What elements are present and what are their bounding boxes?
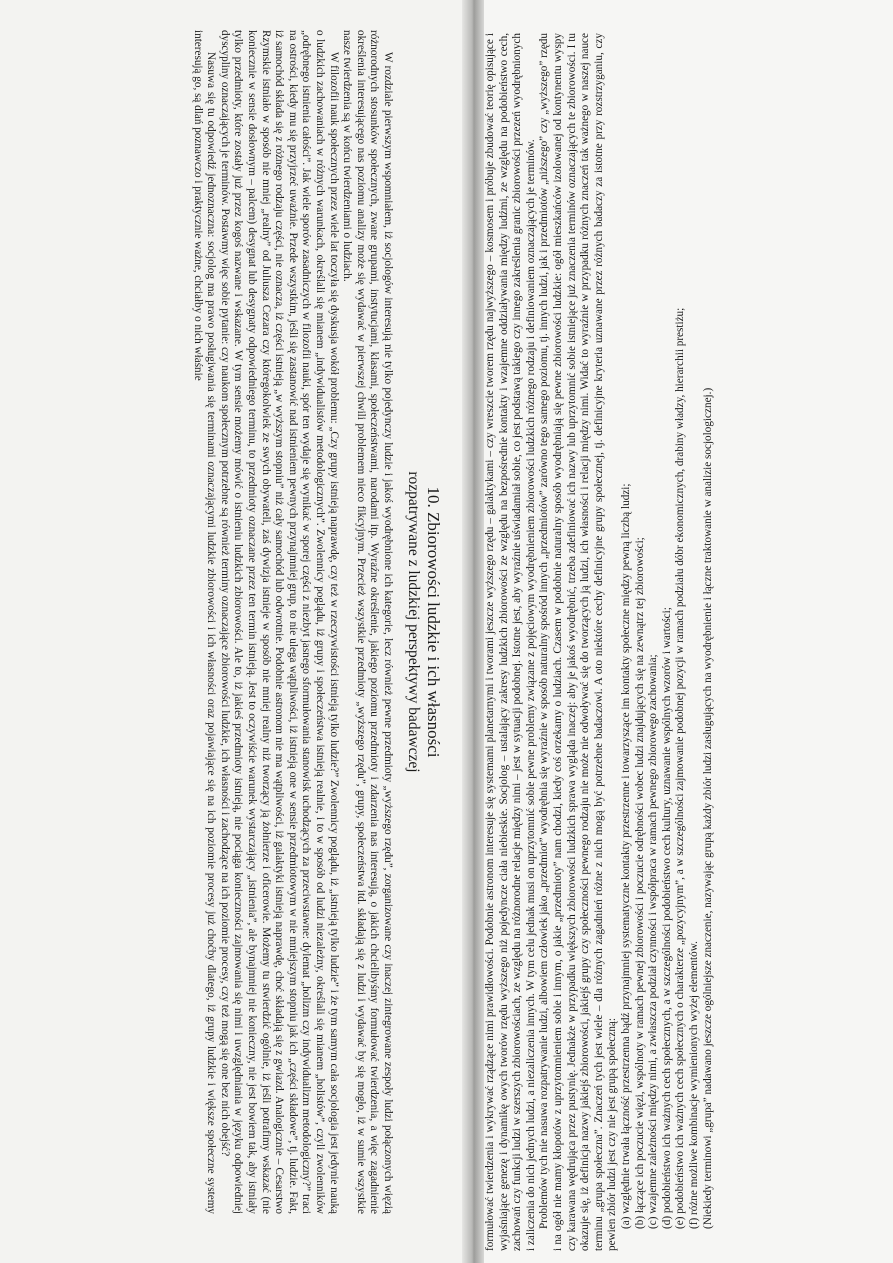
right-page-text-block	[484, 23, 884, 1263]
left-paragraph-3: Nasuwa się tu odpowiedź jednoznaczna: socjolog ma prawo posługiwania się terminami oznaczającymi ludzkie zbiorowości i ich własności oraz pojawiające się na ich poziomie procesy już choćby dlatego, iż grupy ludzkie i większe społeczne systemy interesują go, są dlań poznawczo i praktycznie ważne, chciałby o nich właśnie	[191, 30, 218, 1214]
closing-note: (Niekiedy terminowi „grupa” nadawano jeszcze ogólniejsze znaczenie, nazywając grupą każdy zbiór ludzi zasługujących na wyodrębnienie i łączne traktowanie w analizie socjologicznej.)	[701, 387, 714, 1229]
criteria-item-c: (c) wzajemne zależności między nimi, a zwłaszcza podział czynności i współpraca w ramach pewnego zbiorowego zachowania;	[647, 654, 660, 1229]
criteria-item-f: (f) różne możliwe kombinacje wymienionych wyżej elementów.	[687, 941, 700, 1229]
book-spine-gutter	[462, 0, 484, 1263]
criteria-item-b: (b) łączące ich poczucie więzi, wspólnoty w ramach pewnej zbiorowości i poczucie odrębności wobec ludzi znajdujących się na zewnątrz tej zbiorowości;	[633, 537, 646, 1229]
left-paragraph-1: W rozdziale pierwszym wspomniałem, iż socjologów interesują nie tylko pojedynczy ludzie i jakoś wyodrębnione ich kategorie, lecz również pewne przedmioty „wyższego rzędu”, zorganizowane czy inaczej zintegrowane zespoły ludzi połączonych więzią różnorodnych stosunków społecznych, zwane grupami, instytucjami, klasami, społeczeństwami, narodami itp. Wyraźne określenie, jakiego poziomu przedmioty i zdarzenia nas interesują, o jakich chcielibyśmy formułować twierdzenia, a więc zagadnienie określenia interesującego nas poziomu analizy może się wydawać w pierwszej chwili problemem nieco fikcyjnym. Przecież wszystkie przedmioty „wyższego rzędu”, grupy, społeczeństwa itd. składają się z ludzi i wydawać by się mogło, iż w sumie wszystkie nasze twierdzenia są w końcu twierdzeniami o ludziach.	[341, 30, 394, 1214]
left-page-text-block	[5, 0, 465, 1230]
criteria-item-d: (d) podobieństwo ich ważnych cech społecznych, a w szczególności podobieństwo cech kultury, uznawanie wspólnych wzorów i wartości;	[660, 607, 673, 1229]
criteria-item-a: (a) względnie trwała łączność przestrzenna bądź przynajmniej systematyczne kontakty przestrzenne i towarzyszące im kontakty społeczne między pewną liczbą ludzi;	[619, 483, 632, 1229]
chapter-title: 10. Zbiorowości ludzkie i ich własności	[424, 486, 443, 758]
chapter-subtitle: rozpatrywane z ludzkiej perspektywy badawczej	[405, 471, 422, 773]
left-paragraph-2: W filozofii nauk społecznych przez wiele lat toczyła się dyskusja wokół problemu: „Czy grupy istnieją naprawdę, czy też w rzeczywistości istnieją tylko ludzie?” Zwolennicy poglądu, iż „istnieją tylko ludzie” i że tym samym cała socjologia jest jedynie nauką o ludzkich zachowaniach w różnych warunkach, określali się mianem „indywidualistów metodologicznych”. Zwolennicy poglądu, iż grupy i społeczeństwa istnieją realnie, i to w sposób od ludzi niezależny, określali się mianem „holistów”, czyli zwolenników „odrębnego istnienia całości”. Jak wiele sporów zasadniczych w filozofii nauki, spór ten wydaje się wynikać w sporej części z niezbyt jasnego sformułowania stanowisk uchodzących za przeciwstawne: dylemat „holizm czy indywidualizm metodologiczny?” traci na ostrości, kiedy mu się przyjrzeć uważnie. Przede wszystkim, jeśli się zastanowić nad istnieniem pewnych przynajmniej grup, to nie ulega wątpliwości, iż istnieją one w sensie przedmiotowym w nie mniejszym stopniu jak ich „części składowe”, tj. ludzie. Fakt, iż samochód składa się z różnego rodzaju części, nie oznacza, iż części istnieją „w wyższym stopniu” niż cały samochód lub odwrotnie. Podobnie astronom nie ma wątpliwości, iż galaktyki istnieją naprawdę, choć składają się z gwiazd. Analogicznie – Cesarstwo Rzymskie istniało w sposób nie mniej „realny” od Juliusza Cezara czy któregokolwiek ze swych obywateli, zaś dywizja istnieje w sposób nie mniej realny niż tworzący ją żołnierze i oficerowie. Możemy tu stwierdzić ogólnie, iż jeśli potrafimy wskazać (nie koniecznie w sensie dosłownym – palcem) desygnat lub desygnaty odpowiedniego terminu, to przedmioty oznaczane przez ten termin istnieją. Jest to oczywiście warunek wystarczający „istnienia”, ale bynajmniej nie konieczny, nie jest bowiem tak, aby istniały tylko przedmioty, które zostały już przez kogoś nazwane i wskazane. W tym sensie możemy mówić o istnieniu ludzkich zbiorowości. Ale to, iż jakieś przedmioty istnieją, nie pociąga konieczności zajmowania się nimi i uwzględniania w języku odpowiedniej dyscypliny oznaczających je terminów. Postawmy więc sobie pytanie: czy naukom społecznym potrzebne są również terminy oznaczające zbiorowości ludzkie, ich własności i zachodzące na ich poziomie procesy, czy też mogą się one bez nich obejść?	[218, 30, 340, 1214]
criteria-item-e: (e) podobieństwo ich ważnych cech społecznych o charakterze „pozycyjnym”, a w szczególności zajmowanie podobnej pozycji w ramach podziału dóbr ekonomicznych, drabiny władzy, hierarchii prestiżu;	[674, 307, 687, 1229]
right-paragraph-1: formułować twierdzenia i wykrywać rządzące nimi prawidłowości. Podobnie astronom interesuje się systemami planetarnymi i tworami jeszcze wyższego rzędu – galaktykami – czy wreszcie tworem rzędu najwyższego – kosmosem i próbuje zbudować teorię opisujące i wyjaśniające genezę i dynamikę owych tworów rzędu wyższego niż pojedyncze ciała niebieskie. Socjolog – ustalający zakresy ludzkich zbiorowości ze względu na bezpośrednie kontakty i wzajemne oddziaływania między ludźmi, ze względu na podobieństwo cech, zachowań czy funkcji ludzi w szerszych zbiorowościach, ze względu na różnorodne relacje między nimi – jest w sytuacji podobnej. Istotne jest, aby wyraźnie uświadamiał sobie, co jest podstawą takiego czy innego zakreślenia granic zbiorowości przezeń wyodrębnionych i zaliczenia do nich jednych ludzi, a niezaliczenia innych. W tym celu jednak musi on uprzytomnić sobie pewne problemy związane z pojęciowym wyodrębnieniem zbiorowości ludzkich różnego rodzaju i definiowaniem oznaczających je terminów.	[484, 33, 537, 1251]
right-paragraph-2: Problemów tych nie nasuwa rozpatrywanie ludzi, albowiem człowiek jako „przedmiot” wyodrębnia się wyraźnie w sposób naturalny spośród innych „przedmiotów” zarówno tego samego poziomu, tj. innych ludzi, jak i przedmiotów „niższego” czy „wyższego” rzędu i na ogół nie mamy kłopotów z uprzytomnieniem sobie i innym, o jakie „przedmioty” nam chodzi, kiedy coś orzekamy o ludziach. Czasem w podobnie naturalny sposób wyodrębniają się pewne zbiorowości ludzkie: ogół mieszkańców izolowanej od kontynentu wyspy czy karawana wędrująca przez pustynię. Jednakże w przypadku większych zbiorowości ludzkich sprawa wygląda inaczej: aby je jakoś wyodrębnić, trzeba zdefiniować ich nazwy lub uprzytomnić sobie istniejące już znaczenia terminów oznaczających te zbiorowości. I tu okazuje się, iż definicja nazwy jakiejś zbiorowości, jakiejś grupy czy społeczności pewnego rodzaju nie może nie odwoływać się do tworzących ją ludzi, ich własności i relacji między nimi. Widać to wyraźnie w przypadku różnych znaczeń tak ważnego w naszej nauce terminu „grupa społeczna”. Znaczeń tych jest wiele – dla różnych zagadnień różne z nich mogą być potrzebne badaczowi. A oto niektóre cechy definicyjne grupy społecznej, tj. definicyjne kryteria uznawane przez różnych badaczy za istotne przy rozstrzyganiu, czy pewien zbiór ludzi jest czy nie jest grupą społeczną:	[538, 33, 619, 1251]
right-book-page	[484, 0, 893, 1263]
